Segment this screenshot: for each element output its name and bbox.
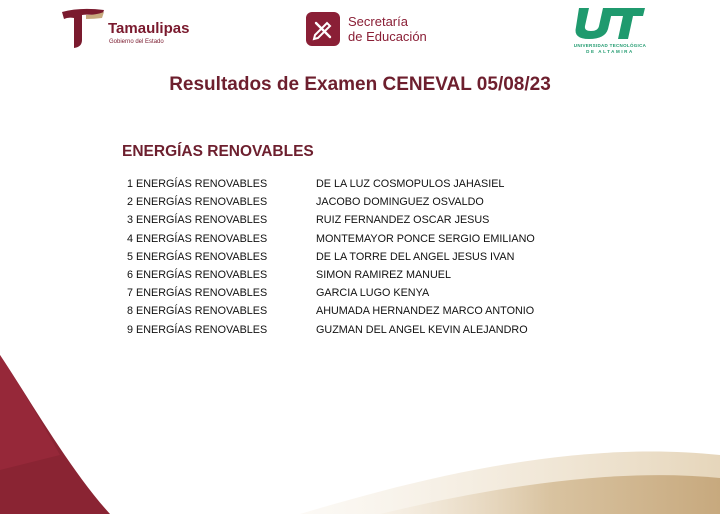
results-list [127, 178, 587, 342]
row-student-name: GUZMAN DEL ANGEL KEVIN ALEJANDRO [316, 323, 528, 336]
ut-altamira-logo [565, 4, 655, 54]
row-number: 9 [127, 323, 134, 336]
row-number: 4 [127, 232, 134, 245]
row-student-name: JACOBO DOMINGUEZ OSVALDO [316, 196, 484, 209]
section-title: ENERGÍAS RENOVABLES [122, 143, 314, 160]
list-item [127, 324, 587, 342]
row-career: ENERGÍAS RENOVABLES [136, 178, 268, 190]
ut-line1: UNIVERSIDAD TECNOLÓGICA [573, 43, 647, 48]
list-item [127, 214, 587, 232]
maroon-wave-highlight [0, 355, 60, 470]
tamaulipas-subtitle: Gobierno del Estado [109, 39, 164, 45]
list-item [127, 305, 587, 323]
row-career: ENERGÍAS RENOVABLES [136, 196, 268, 209]
row-number: 1 [127, 178, 134, 190]
ut-monogram-icon [569, 4, 645, 40]
row-student-name: DE LA LUZ COSMOPULOS JAHASIEL [316, 178, 505, 190]
tamaulipas-emblem-icon [60, 6, 106, 50]
secretaria-line2: de Educación [348, 29, 427, 44]
row-number: 6 [127, 268, 134, 281]
row-student-name: SIMON RAMIREZ MANUEL [316, 268, 451, 281]
row-number: 8 [127, 305, 134, 318]
secretaria-educacion-logo [306, 12, 446, 46]
row-number: 3 [127, 214, 134, 227]
row-career: ENERGÍAS RENOVABLES [136, 268, 268, 281]
row-career: ENERGÍAS RENOVABLES [136, 323, 268, 336]
row-number: 7 [127, 287, 134, 300]
row-student-name: MONTEMAYOR PONCE SERGIO EMILIANO [316, 232, 535, 245]
row-career: ENERGÍAS RENOVABLES [136, 287, 268, 300]
row-career: ENERGÍAS RENOVABLES [136, 250, 268, 263]
list-item [127, 178, 587, 196]
document-title: Resultados de Examen CENEVAL 05/08/23 [169, 74, 551, 95]
list-item [127, 251, 587, 269]
pencil-cross-icon [310, 16, 336, 42]
ut-line2: DE ALTAMIRA [586, 49, 634, 54]
secretaria-line1: Secretaría [348, 14, 408, 29]
tamaulipas-logo [60, 6, 200, 50]
row-student-name: DE LA TORRE DEL ANGEL JESUS IVAN [316, 250, 515, 263]
row-number: 5 [127, 250, 134, 263]
row-career: ENERGÍAS RENOVABLES [136, 232, 268, 245]
list-item [127, 269, 587, 287]
tamaulipas-name: Tamaulipas [108, 20, 190, 37]
row-number: 2 [127, 196, 134, 209]
secretaria-emblem [306, 12, 340, 46]
row-career: ENERGÍAS RENOVABLES [136, 214, 268, 227]
row-career: ENERGÍAS RENOVABLES [136, 305, 268, 318]
row-student-name: GARCIA LUGO KENYA [316, 287, 430, 300]
list-item [127, 287, 587, 305]
row-student-name: AHUMADA HERNANDEZ MARCO ANTONIO [316, 305, 535, 318]
row-student-name: RUIZ FERNANDEZ OSCAR JESUS [316, 214, 490, 227]
list-item [127, 233, 587, 251]
list-item [127, 196, 587, 214]
